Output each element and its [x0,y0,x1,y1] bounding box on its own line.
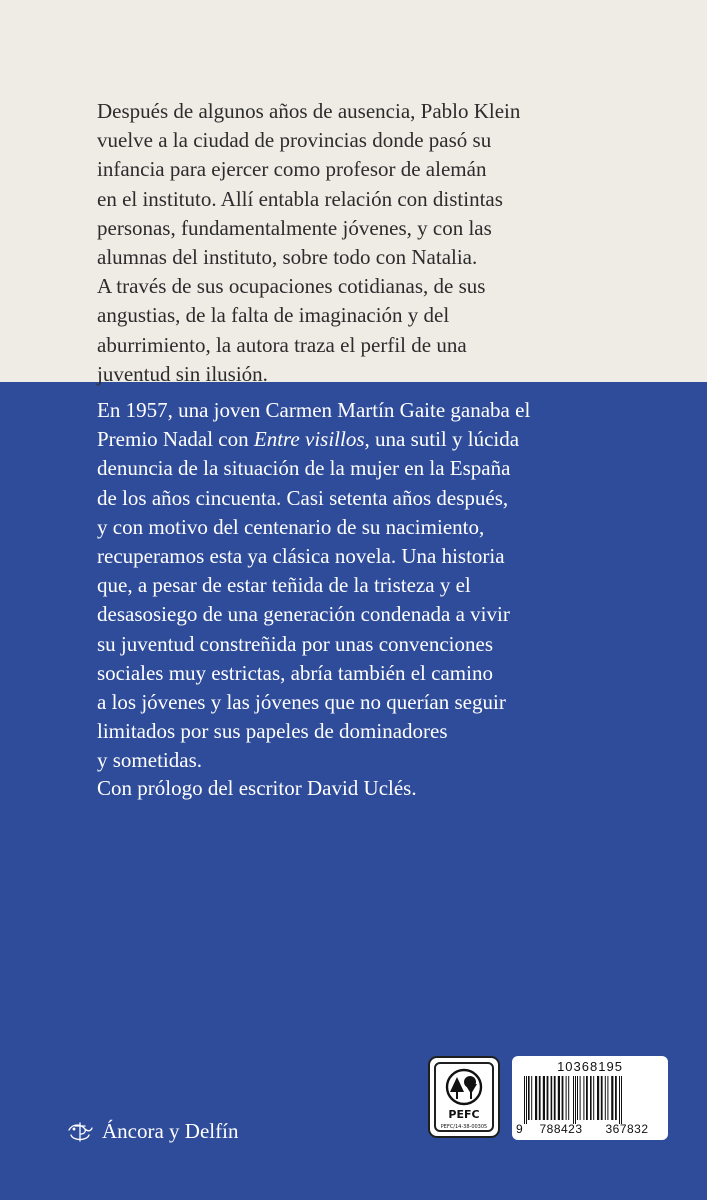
barcode-bar [554,1076,556,1120]
barcode-bar [597,1076,599,1120]
context-line: que, a pesar de estar teñida de la tristeza y el [97,573,471,598]
prologue-line: Con prólogo del escritor David Uclés. [97,776,417,800]
barcode-lead-digit: 9 [516,1122,523,1136]
context-line: su juventud constreñida por unas convenciones [97,631,493,656]
barcode-bar [568,1076,569,1120]
context-line-post: , una sutil y lúcida [364,427,520,452]
pefc-certification [428,1056,500,1138]
synopsis-paragraph [97,97,617,389]
synopsis-line: infancia para ejercer como profesor de alemán [97,157,487,182]
barcode-bar [551,1076,553,1120]
barcode-bar [547,1076,549,1120]
barcode-group-right: 367832 [605,1122,649,1136]
isbn-barcode [512,1056,668,1140]
synopsis-line: A través de sus ocupaciones cotidianas, de sus [97,274,486,299]
internal-code: 10368195 [557,1059,623,1074]
context-line [97,425,617,454]
publisher-brand [66,1119,238,1144]
barcode-bar [615,1076,617,1120]
barcode-bar [562,1076,564,1120]
barcode-bar [577,1076,578,1120]
barcode-bar [586,1076,588,1120]
context-line: recuperamos esta ya clásica novela. Una historia [97,544,505,569]
synopsis-line: vuelve a la ciudad de provincias donde pasó su [97,128,492,153]
synopsis-line: en el instituto. Allí entabla relación con distintas [97,186,503,211]
barcode-bar [531,1076,532,1120]
barcode-bar [583,1076,584,1120]
context-line-pre: Premio Nadal con [97,427,254,452]
barcode-number [516,1122,664,1136]
context-line: sociales muy estrictas, abría también el camino [97,660,493,685]
barcode-bar [611,1076,613,1120]
context-line: denuncia de la situación de la mujer en la España [97,456,511,481]
barcode-bar [605,1076,606,1120]
synopsis-line: alumnas del instituto, sobre todo con Natalia. [97,245,478,270]
barcode-bar [524,1076,525,1124]
barcode-bars [522,1076,662,1124]
anchor-dolphin-icon [66,1120,94,1144]
barcode-bar [607,1076,608,1120]
barcode-bar [621,1076,622,1124]
barcode-bar [526,1076,527,1124]
barcode-bar [601,1076,603,1120]
synopsis-line: angustias, de la falta de imaginación y del [97,303,450,328]
prologue-note [97,774,617,803]
barcode-bar [539,1076,541,1120]
barcode-bar [593,1076,594,1120]
context-line: En 1957, una joven Carmen Martín Gaite ganaba el [97,398,531,422]
context-line: y con motivo del centenario de su nacimiento, [97,514,485,539]
context-paragraph [97,396,617,776]
synopsis-line: aburrimiento, la autora traza el perfil de una [97,332,467,357]
barcode-bar [580,1076,581,1120]
synopsis-line: juventud sin ilusión. [97,361,268,386]
barcode-bar [590,1076,592,1120]
context-line: de los años cincuenta. Casi setenta años después, [97,485,509,510]
barcode-bar [558,1076,560,1120]
pefc-code: PEFC/14-38-00305 [440,1124,488,1130]
context-line: a los jóvenes y las jóvenes que no querían seguir [97,690,506,715]
book-title: Entre visillos [253,427,365,452]
pefc-label: PEFC [448,1108,480,1121]
barcode-bar [573,1076,574,1124]
barcode-bar [575,1076,576,1124]
barcode-group-left: 788423 [539,1122,583,1136]
synopsis-line: personas, fundamentalmente jóvenes, y con las [97,215,492,240]
context-line: y sometidas. [97,748,202,773]
barcode-bar [535,1076,537,1120]
barcode-bar [543,1076,545,1120]
barcode-bar [528,1076,530,1120]
pefc-trees-icon [444,1068,484,1110]
publisher-name: Áncora y Delfín [102,1119,239,1143]
context-line: limitados por sus papeles de dominadores [97,719,448,744]
barcode-bar [566,1076,567,1120]
barcode-bar [619,1076,620,1124]
synopsis-line: Después de algunos años de ausencia, Pablo Klein [97,99,521,123]
context-line: desasosiego de una generación condenada a vivir [97,602,510,627]
